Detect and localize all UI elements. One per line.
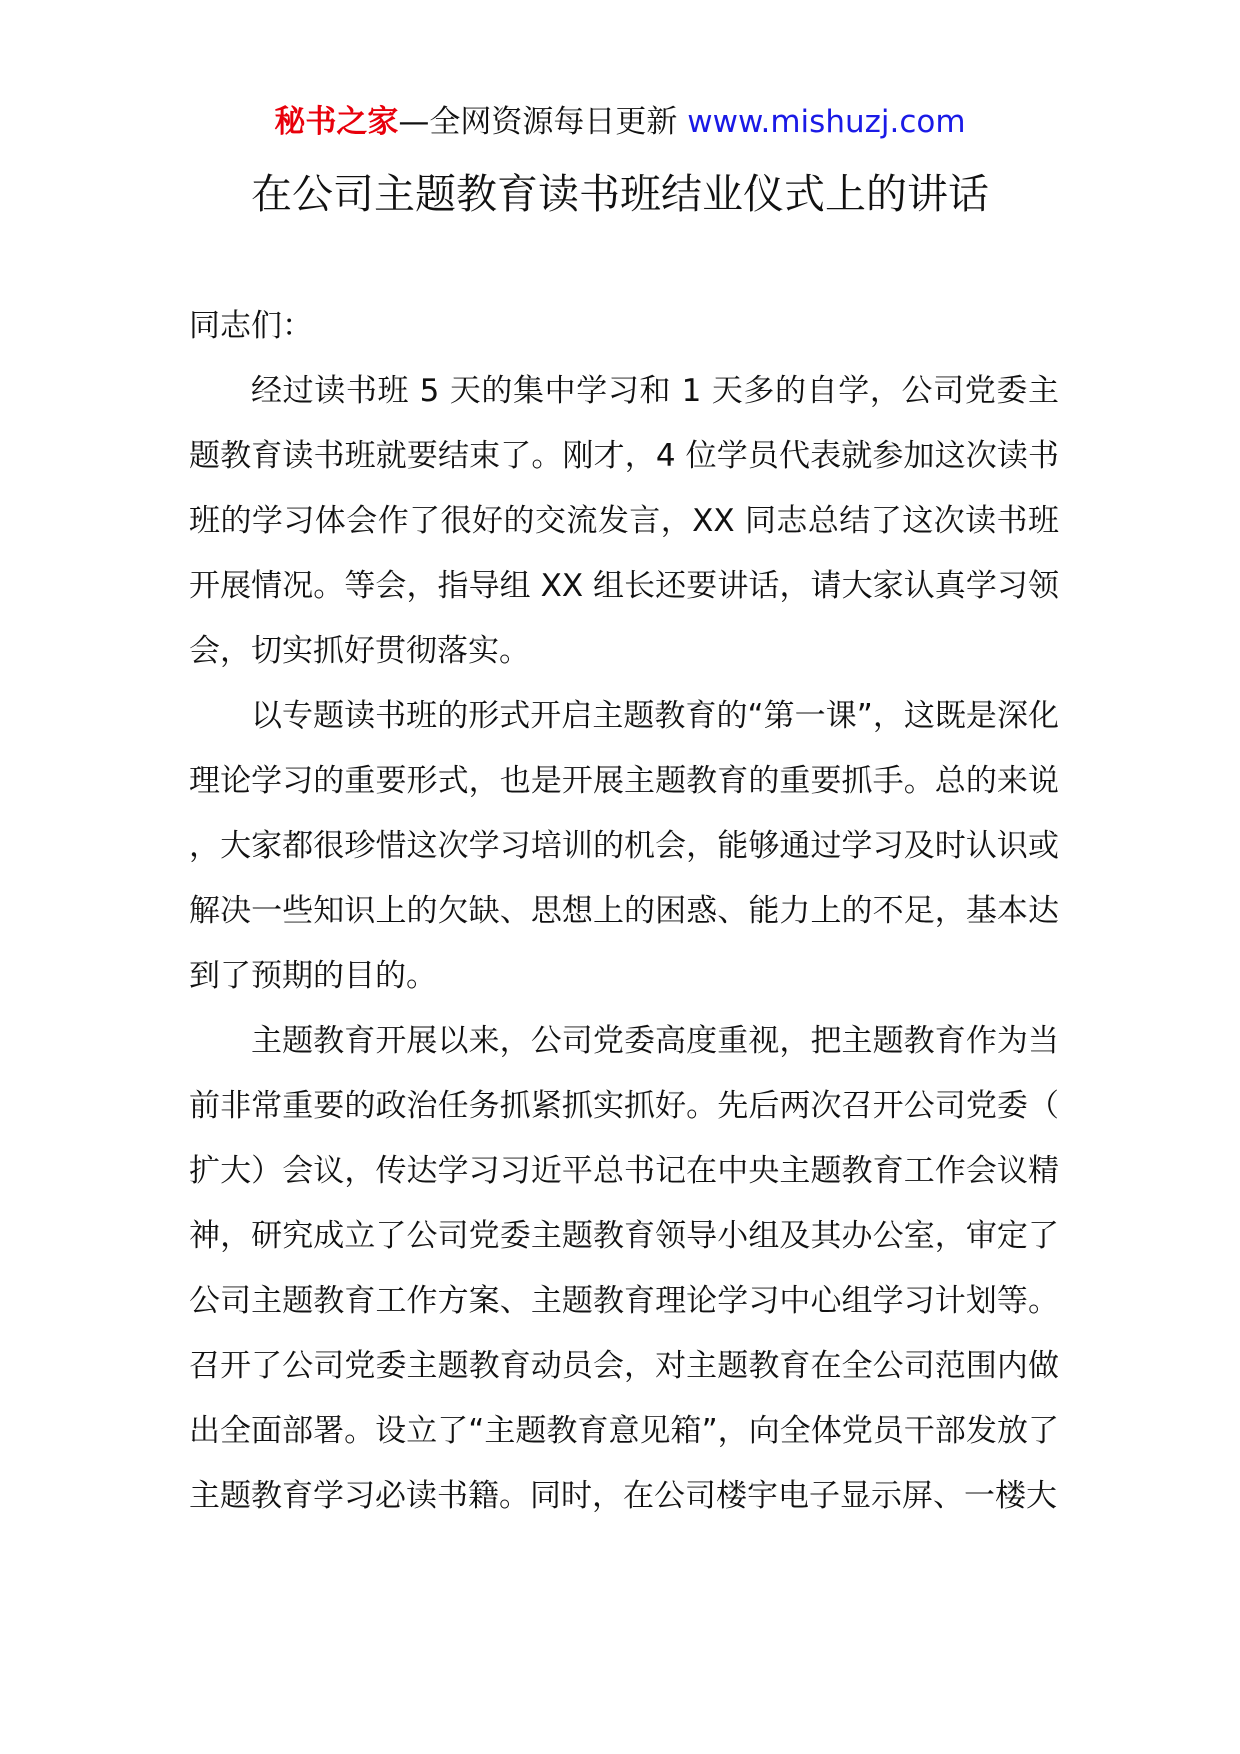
document-title: 在公司主题教育读书班结业仪式上的讲话 <box>251 170 989 218</box>
site-banner <box>0 102 1240 142</box>
brand-name: 秘书之家 <box>274 104 399 140</box>
paragraph: 以专题读书班的形式开启主题教育的“第一课”，这既是深化理论学习的重要形式，也是开展主题教育的重要抓手。总的来说，大家都很珍惜这次学习培训的机会，能够通过学习及时认识或解决一些知识上的欠缺、思想上的困惑、能力上的不足，基本达到了预期的目的。 <box>189 698 1059 994</box>
site-url-link[interactable]: www.mishuzj.com <box>687 104 966 140</box>
paragraph: 主题教育开展以来，公司党委高度重视，把主题教育作为当前非常重要的政治任务抓紧抓实抓好。先后两次召开公司党委（扩大）会议，传达学习习近平总书记在中央主题教育工作会议精神，研究成立了公司党委主题教育领导小组及其办公室，审定了公司主题教育工作方案、主题教育理论学习中心组学习计划等。召开了公司党委主题教育动员会，对主题教育在全公司范围内做出全面部署。设立了“主题教育意见箱”，向全体党员干部发放了主题教育学习必读书籍。同时，在公司楼宇电子显示屏、一楼大 <box>189 1023 1059 1514</box>
document-body <box>189 294 1059 1529</box>
banner-tagline: —全网资源每日更新 <box>398 104 678 140</box>
salutation: 同志们： <box>189 308 313 344</box>
paragraph: 经过读书班 5 天的集中学习和 1 天多的自学，公司党委主题教育读书班就要结束了。刚才，4 位学员代表就参加这次读书班的学习体会作了很好的交流发言，XX 同志总结了这次读书班开展情况。等会，指导组 XX 组长还要讲话，请大家认真学习领会，切实抓好贯彻落实。 <box>189 373 1059 669</box>
